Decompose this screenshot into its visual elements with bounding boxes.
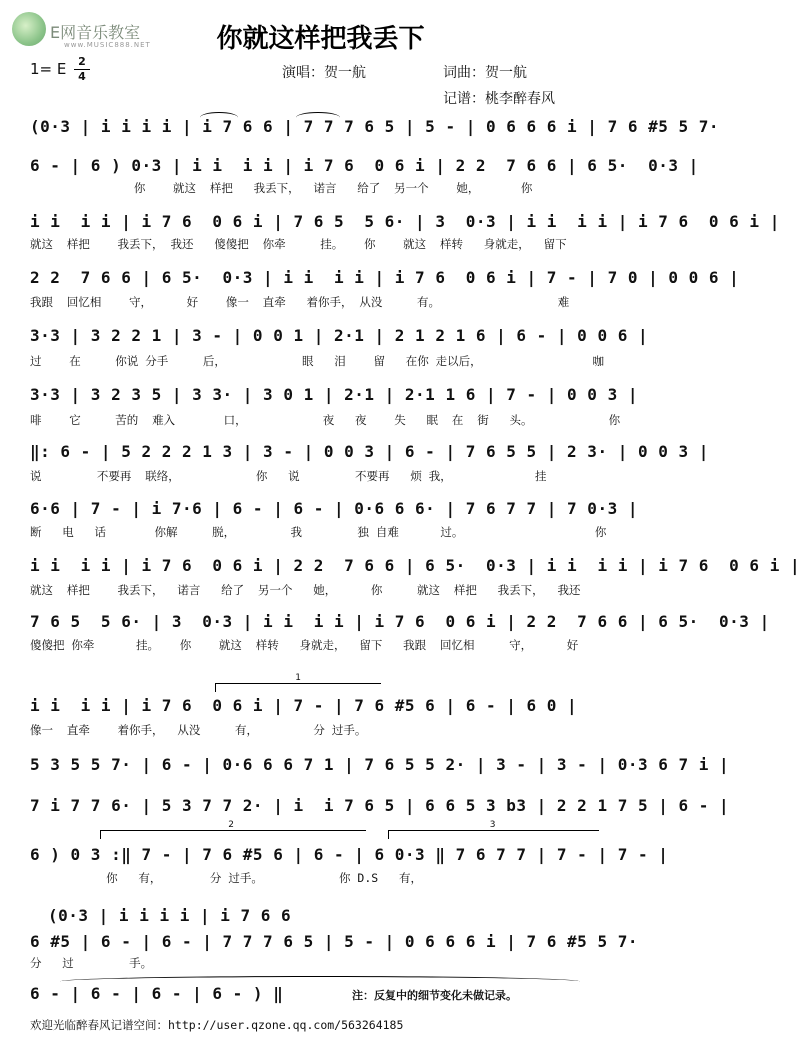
lyric-line-14: 你 有， 分 过手。 你 D.S 有，: [30, 871, 422, 885]
score-line-14: 6 ) 0 3 :‖ 7 - | 7 6 #5 6 | 6 - | 6 0·3 ‖ 7 6 7 7 | 7 - | 7 - |: [30, 845, 669, 864]
score-line-16: 6 #5 | 6 - | 6 - | 7 7 7 6 5 | 5 - | 0 6 6 6 i | 7 6 #5 5 7·: [30, 932, 638, 951]
slur: [60, 976, 580, 987]
lyric-line-16: 分 过 手。: [30, 956, 153, 970]
writer-credit: 词曲：贺一航: [443, 65, 527, 81]
lyric-line-10: 傻傻把 你牵 挂。 你 就这 样转 身就走， 留下 我跟 回忆相 守， 好: [30, 638, 579, 652]
score-line-9: i i i i | i 7 6 0 6 i | 2 2 7 6 6 | 6 5· 0·3 | i i i i | i 7 6 0 6 i |: [30, 556, 800, 575]
volta-bracket-3: [388, 820, 599, 839]
volta-bracket-2: [100, 820, 366, 839]
score-line-3: i i i i | i 7 6 0 6 i | 7 6 5 5 6· | 3 0·3 | i i i i | i 7 6 0 6 i |: [30, 212, 780, 231]
score-line-4: 2 2 7 6 6 | 6 5· 0·3 | i i i i | i 7 6 0 6 i | 7 - | 7 0 | 0 0 6 |: [30, 268, 740, 287]
transcription-note: 注：反复中的细节变化未做记录。: [352, 989, 517, 1002]
volta-label-2: 2: [228, 820, 234, 830]
song-title: 你就这样把我丢下: [216, 24, 425, 54]
key-signature: 1= E: [30, 60, 67, 78]
score-line-2: 6 - | 6 ) 0·3 | i i i i | i 7 6 0 6 i | 2 2 7 6 6 | 6 5· 0·3 |: [30, 156, 699, 175]
score-line-17: 6 - | 6 - | 6 - | 6 - ) ‖: [30, 984, 284, 1003]
score-line-1: (0·3 | i i i i | i 7 6 6 | 7 7 7 6 5 | 5 - | 0 6 6 6 i | 7 6 #5 5 7·: [30, 117, 720, 136]
lyric-line-8: 断 电 话 你解 脱， 我 独 自难 过。 你: [30, 525, 607, 539]
lyric-line-3: 就这 样把 我丢下， 我还 傻傻把 你牵 挂。 你 就这 样转 身就走， 留下: [30, 237, 567, 251]
singer-credit: 演唱：贺一航: [282, 65, 366, 81]
volta-bracket-1: [215, 673, 381, 692]
score-line-6: 3·3 | 3 2 3 5 | 3 3· | 3 0 1 | 2·1 | 2·1 1 6 | 7 - | 0 0 3 |: [30, 385, 638, 404]
time-numerator: 2: [78, 55, 86, 68]
score-line-8: 6·6 | 7 - | i 7·6 | 6 - | 6 - | 0·6 6 6· | 7 6 7 7 | 7 0·3 |: [30, 499, 638, 518]
site-name: E网音乐教室: [50, 23, 141, 42]
score-line-13: 7 i 7 7 6· | 5 3 7 7 2· | i i 7 6 5 | 6 6 5 3 b3 | 2 2 1 7 5 | 6 - |: [30, 796, 730, 815]
lyric-line-7: 说 不要再 联络， 你 说 不要再 烦 我， 挂: [30, 469, 547, 483]
time-signature: [74, 56, 90, 83]
lyric-line-2: 你 就这 样把 我丢下， 诺言 给了 另一个 她， 你: [30, 181, 533, 195]
score-line-15: (0·3 | i i i i | i 7 6 6: [48, 906, 292, 925]
lyric-line-11: 像一 直牵 着你手， 从没 有， 分 过手。: [30, 723, 367, 737]
slur: [200, 112, 238, 123]
transcriber-credit: 记谱：桃李醉春风: [443, 91, 555, 107]
lyric-line-9: 就这 样把 我丢下， 诺言 给了 另一个 她， 你 就这 样把 我丢下， 我还: [30, 583, 581, 597]
lyric-line-5: 过 在 你说 分手 后， 眼 泪 留 在你 走以后， 咖: [30, 354, 604, 368]
slur: [296, 112, 340, 123]
score-line-5: 3·3 | 3 2 2 1 | 3 - | 0 0 1 | 2·1 | 2 1 2 1 6 | 6 - | 0 0 6 |: [30, 326, 649, 345]
score-line-10: 7 6 5 5 6· | 3 0·3 | i i i i | i 7 6 0 6 i | 2 2 7 6 6 | 6 5· 0·3 |: [30, 612, 770, 631]
score-line-7: ‖: 6 - | 5 2 2 2 1 3 | 3 - | 0 0 3 | 6 - | 7 6 5 5 | 2 3· | 0 0 3 |: [30, 442, 709, 461]
footer-link[interactable]: 欢迎光临醉春风记谱空间：http://user.qzone.qq.com/563264185: [30, 1018, 404, 1032]
score-line-12: 5 3 5 5 7· | 6 - | 0·6 6 6 7 1 | 7 6 5 5 2· | 3 - | 3 - | 0·3 6 7 i |: [30, 755, 730, 774]
score-line-11: i i i i | i 7 6 0 6 i | 7 - | 7 6 #5 6 | 6 - | 6 0 |: [30, 696, 578, 715]
lyric-line-4: 我跟 回忆相 守， 好 像一 直牵 着你手， 从没 有。 难: [30, 295, 570, 309]
volta-label-1: 1: [295, 673, 301, 683]
site-url: www.MUSIC888.NET: [64, 41, 151, 49]
time-denominator: 4: [78, 70, 86, 83]
lyric-line-6: 啡 它 苦的 难入 口， 夜 夜 失 眠 在 街 头。 你: [30, 413, 621, 427]
volta-label-3: 3: [489, 820, 496, 830]
